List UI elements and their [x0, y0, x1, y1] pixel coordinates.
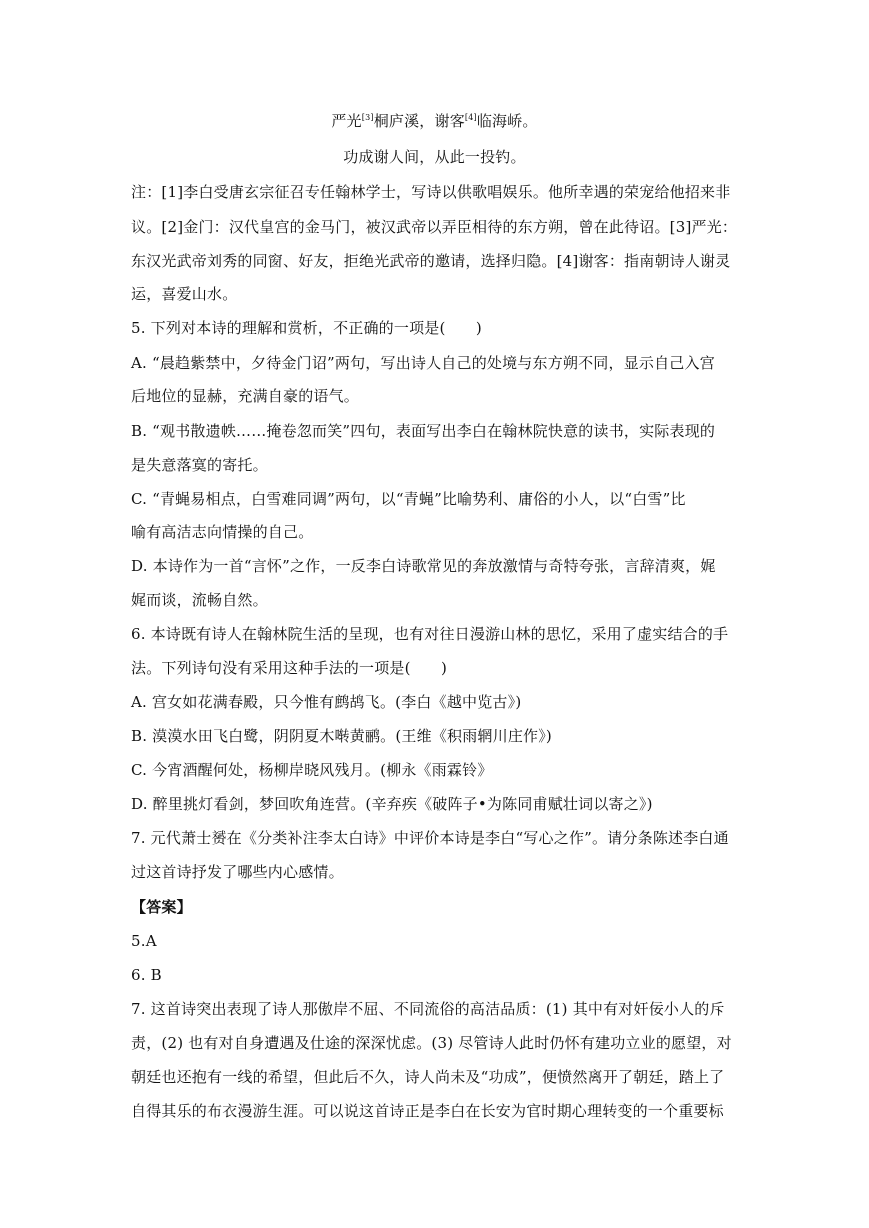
question-6-option-b: B. 漠漠水田飞白鹭，阴阴夏木啭黄鹂。(王维《积雨辋川庄作》): [131, 727, 552, 745]
poem-text: 严光: [331, 112, 362, 130]
poem-line-1: [0, 111, 869, 131]
poem-line-2: 功成谢人间，从此一投钓。: [343, 148, 526, 166]
note-line: 议。[2]金门：汉代皇宫的金马门，被汉武帝以弄臣相待的东方朔，曾在此待诏。[3]严光：: [131, 218, 738, 236]
answer-7-line: 朝廷也还抱有一线的希望，但此后不久，诗人尚未及“功成”，便愤然离开了朝廷，踏上了: [131, 1068, 725, 1086]
question-6-option-d: D. 醉里挑灯看剑，梦回吹角连营。(辛弃疾《破阵子•为陈同甫赋壮词以寄之》): [131, 795, 653, 813]
answer-7-line: 自得其乐的布衣漫游生涯。可以说这首诗正是李白在长安为官时期心理转变的一个重要标: [131, 1102, 724, 1120]
question-6-option-a: A. 宫女如花满春殿，只今惟有鹧鸪飞。(李白《越中览古》): [131, 693, 522, 711]
poem-text: 临海峤。: [476, 112, 538, 130]
answer-6: 6. B: [131, 966, 162, 984]
question-5-stem: 5. 下列对本诗的理解和赏析，不正确的一项是( ): [131, 319, 482, 337]
answer-7-line: 责，(2) 也有对自身遭遇及仕途的深深忧虑。(3) 尽管诗人此时仍怀有建功立业的愿望，对: [131, 1034, 732, 1052]
question-5-option-a: A. “晨趋紫禁中，夕待金门诏”两句，写出诗人自己的处境与东方朔不同，显示自己入宫: [131, 354, 715, 372]
note-line: 注：[1]李白受唐玄宗征召专任翰林学士，写诗以供歌唱娱乐。他所幸遇的荣宠给他招来非: [131, 183, 731, 201]
question-6-stem: 6. 本诗既有诗人在翰林院生活的呈现，也有对往日漫游山林的思忆，采用了虚实结合的手: [131, 625, 729, 643]
note-line: 运，喜爱山水。: [131, 285, 238, 303]
poem-text: 桐庐溪，谢客: [373, 112, 465, 130]
answer-7-line: 7. 这首诗突出表现了诗人那傲岸不屈、不同流俗的高洁品质：(1) 其中有对奸佞小人的斥: [131, 1000, 725, 1018]
question-5-option-d-cont: 娓而谈，流畅自然。: [131, 591, 268, 609]
question-5-option-b-cont: 是失意落寞的寄托。: [131, 456, 268, 474]
footnote-marker: [4]: [464, 113, 477, 122]
question-7-stem-cont: 过这首诗抒发了哪些内心感情。: [131, 863, 344, 881]
question-5-option-c-cont: 喻有高洁志向情操的自己。: [131, 523, 314, 541]
footnote-marker: [3]: [361, 113, 374, 122]
question-7-stem: 7. 元代萧士赟在《分类补注李太白诗》中评价本诗是李白“写心之作”。请分条陈述李白通: [131, 829, 729, 847]
question-5-option-c: C. “青蝇易相点，白雪难同调”两句，以“青蝇”比喻势利、庸俗的小人，以“白雪”比: [131, 490, 686, 508]
question-5-option-b: B. “观书散遗帙……掩卷忽而笑”四句，表面写出李白在翰林院快意的读书，实际表现的: [131, 422, 716, 440]
answer-heading: 【答案】: [131, 898, 192, 916]
question-6-stem-cont: 法。下列诗句没有采用这种手法的一项是( ): [131, 659, 448, 677]
question-6-option-c: C. 今宵酒醒何处，杨柳岸晓风残月。(柳永《雨霖铃》: [131, 761, 493, 779]
question-5-option-d: D. 本诗作为一首“言怀”之作，一反李白诗歌常见的奔放激情与奇特夸张，言辞清爽，娓: [131, 557, 716, 575]
answer-5: 5.A: [131, 932, 157, 950]
note-line: 东汉光武帝刘秀的同窗、好友，拒绝光武帝的邀请，选择归隐。[4]谢客：指南朝诗人谢灵: [131, 252, 731, 270]
question-5-option-a-cont: 后地位的显赫，充满自豪的语气。: [131, 387, 360, 405]
